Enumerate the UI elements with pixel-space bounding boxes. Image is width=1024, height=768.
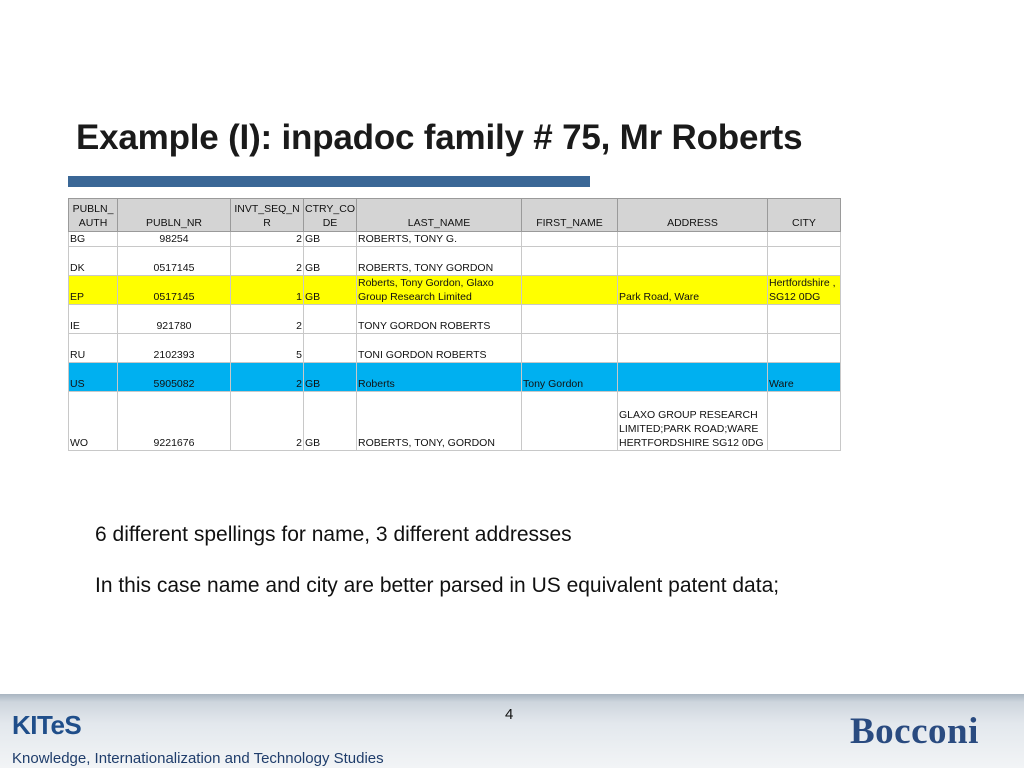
cell-address xyxy=(617,232,767,247)
header-publn-auth: PUBLN_ AUTH xyxy=(69,199,118,232)
cell-ctry-code: GB xyxy=(304,276,357,305)
cell-publn-auth: US xyxy=(69,363,118,392)
cell-last-name: TONY GORDON ROBERTS xyxy=(356,305,521,334)
header-ctry-code: CTRY_CO DE xyxy=(304,199,357,232)
cell-publn-auth: BG xyxy=(69,232,118,247)
cell-invt-seq-nr: 2 xyxy=(231,232,304,247)
table-row xyxy=(69,247,841,276)
note-spellings: 6 different spellings for name, 3 different addresses xyxy=(95,523,572,546)
cell-publn-nr: 0517145 xyxy=(118,276,231,305)
cell-invt-seq-nr: 2 xyxy=(231,392,304,451)
cell-publn-auth: RU xyxy=(69,334,118,363)
header-city: CITY xyxy=(767,199,840,232)
cell-ctry-code: GB xyxy=(304,232,357,247)
table-row xyxy=(69,392,841,451)
cell-publn-nr: 921780 xyxy=(118,305,231,334)
cell-invt-seq-nr: 2 xyxy=(231,363,304,392)
slide-title: Example (I): inpadoc family # 75, Mr Roberts xyxy=(76,118,803,157)
cell-first-name xyxy=(521,276,617,305)
slide-notes xyxy=(95,521,895,600)
cell-city xyxy=(767,247,840,276)
cell-publn-nr: 98254 xyxy=(118,232,231,247)
cell-invt-seq-nr: 2 xyxy=(231,247,304,276)
header-invt-seq-nr: INVT_SEQ_N R xyxy=(231,199,304,232)
cell-publn-auth: EP xyxy=(69,276,118,305)
cell-address xyxy=(617,305,767,334)
table-row xyxy=(69,305,841,334)
table-row xyxy=(69,334,841,363)
cell-first-name xyxy=(521,305,617,334)
header-publn-nr: PUBLN_NR xyxy=(118,199,231,232)
cell-city xyxy=(767,305,840,334)
cell-last-name: ROBERTS, TONY GORDON xyxy=(356,247,521,276)
cell-publn-auth: WO xyxy=(69,392,118,451)
cell-publn-auth: DK xyxy=(69,247,118,276)
cell-last-name: Roberts, Tony Gordon, Glaxo Group Research Limited xyxy=(356,276,521,305)
cell-ctry-code xyxy=(304,305,357,334)
cell-city xyxy=(767,232,840,247)
cell-city: Hertfordshire , SG12 0DG xyxy=(767,276,840,305)
cell-address xyxy=(617,247,767,276)
cell-first-name xyxy=(521,334,617,363)
table-header-row xyxy=(69,199,841,232)
cell-ctry-code xyxy=(304,334,357,363)
cell-last-name: ROBERTS, TONY G. xyxy=(356,232,521,247)
cell-invt-seq-nr: 1 xyxy=(231,276,304,305)
cell-first-name xyxy=(521,247,617,276)
cell-invt-seq-nr: 2 xyxy=(231,305,304,334)
cell-address xyxy=(617,334,767,363)
cell-publn-nr: 5905082 xyxy=(118,363,231,392)
kites-logo: KITeS xyxy=(12,710,82,740)
note-us-parsing: In this case name and city are better parsed in US equivalent patent data; xyxy=(95,574,780,597)
cell-last-name: TONI GORDON ROBERTS xyxy=(356,334,521,363)
table-row-highlight-cyan xyxy=(69,363,841,392)
cell-invt-seq-nr: 5 xyxy=(231,334,304,363)
kites-tagline: Knowledge, Internationalization and Technology Studies xyxy=(12,750,384,767)
cell-address: Park Road, Ware xyxy=(617,276,767,305)
bocconi-logo: Bocconi xyxy=(850,711,979,752)
cell-publn-nr: 9221676 xyxy=(118,392,231,451)
cell-ctry-code: GB xyxy=(304,247,357,276)
patent-family-table xyxy=(68,198,841,451)
table-row xyxy=(69,232,841,247)
cell-last-name: Roberts xyxy=(356,363,521,392)
cell-city xyxy=(767,392,840,451)
header-last-name: LAST_NAME xyxy=(356,199,521,232)
title-underline-bar xyxy=(68,176,590,187)
cell-publn-auth: IE xyxy=(69,305,118,334)
header-first-name: FIRST_NAME xyxy=(521,199,617,232)
cell-publn-nr: 0517145 xyxy=(118,247,231,276)
page-number: 4 xyxy=(505,706,514,723)
cell-ctry-code: GB xyxy=(304,363,357,392)
table-row-highlight-yellow xyxy=(69,276,841,305)
cell-last-name: ROBERTS, TONY, GORDON xyxy=(356,392,521,451)
cell-city xyxy=(767,334,840,363)
cell-ctry-code: GB xyxy=(304,392,357,451)
cell-address xyxy=(617,363,767,392)
cell-first-name: Tony Gordon xyxy=(521,363,617,392)
cell-first-name xyxy=(521,232,617,247)
cell-address: GLAXO GROUP RESEARCH LIMITED;PARK ROAD;WARE HERTFORDSHIRE SG12 0DG xyxy=(617,392,767,451)
cell-city: Ware xyxy=(767,363,840,392)
cell-publn-nr: 2102393 xyxy=(118,334,231,363)
header-address: ADDRESS xyxy=(617,199,767,232)
cell-first-name xyxy=(521,392,617,451)
